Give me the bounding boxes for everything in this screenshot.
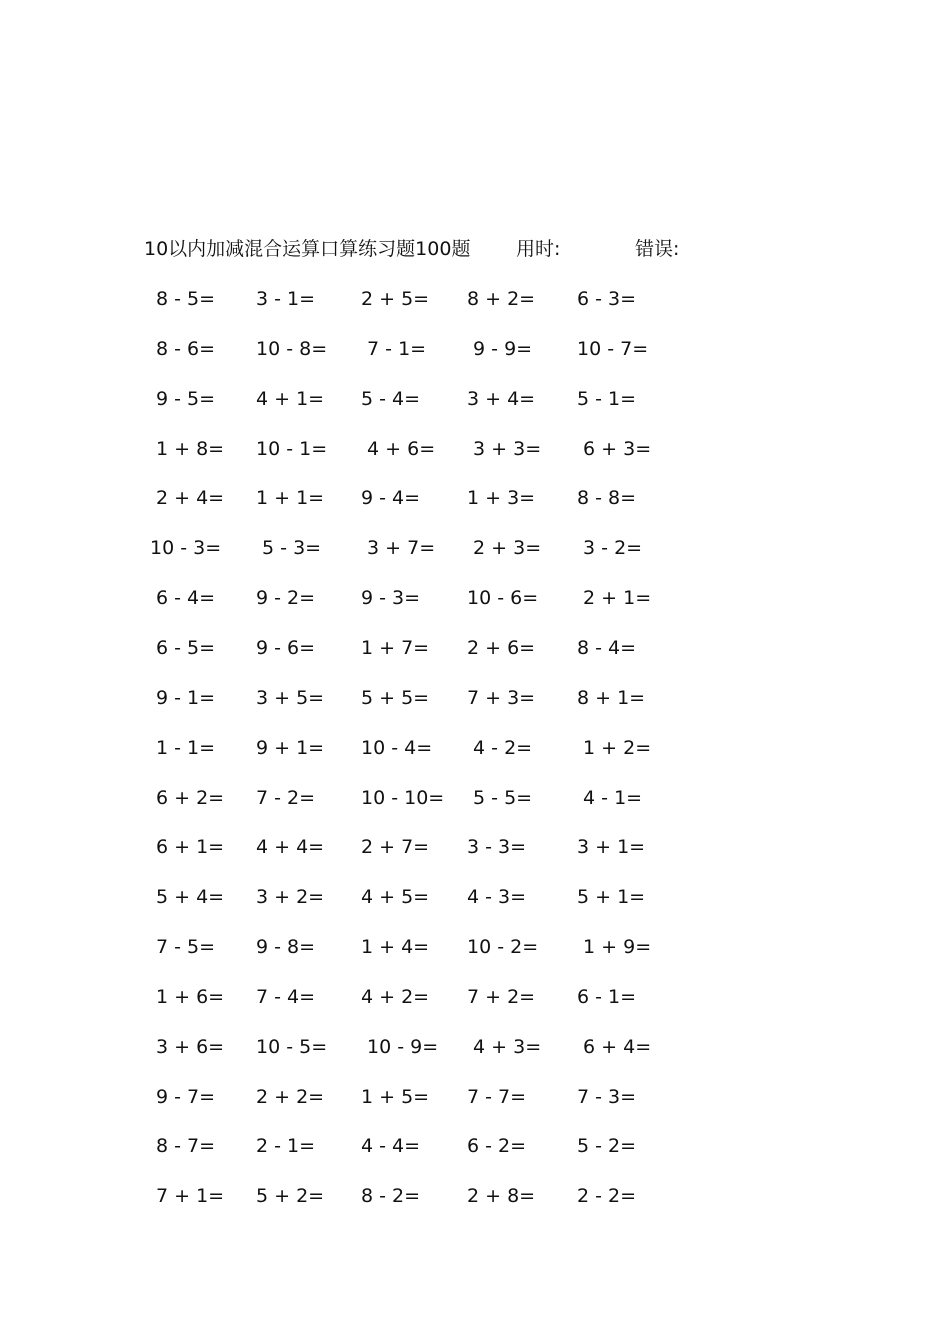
arithmetic-problem: 3 + 4= <box>467 387 536 410</box>
problem-row <box>0 931 950 963</box>
arithmetic-problem: 10 - 10= <box>361 786 445 809</box>
arithmetic-problem: 8 - 8= <box>577 487 637 510</box>
arithmetic-problem: 3 - 2= <box>577 537 643 560</box>
problem-row <box>0 433 950 465</box>
arithmetic-problem: 8 - 4= <box>577 636 637 659</box>
arithmetic-problem: 6 + 1= <box>156 836 225 859</box>
problem-row <box>0 732 950 764</box>
problem-row <box>0 333 950 365</box>
arithmetic-problem: 3 + 3= <box>467 437 542 460</box>
arithmetic-problem: 9 - 5= <box>156 387 216 410</box>
time-used-label: 用时: <box>516 238 561 260</box>
error-count-label: 错误: <box>635 238 680 260</box>
arithmetic-problem: 5 - 2= <box>577 1135 637 1158</box>
arithmetic-problem: 5 - 5= <box>467 786 533 809</box>
arithmetic-problem: 4 + 6= <box>361 437 436 460</box>
arithmetic-problem: 3 - 3= <box>467 836 527 859</box>
arithmetic-problem: 4 - 1= <box>577 786 643 809</box>
arithmetic-problem: 5 - 4= <box>361 387 421 410</box>
arithmetic-problem: 9 - 4= <box>361 487 421 510</box>
arithmetic-problem: 6 + 3= <box>577 437 652 460</box>
arithmetic-problem: 6 - 3= <box>577 288 637 310</box>
problem-row <box>0 482 950 514</box>
arithmetic-problem: 8 - 7= <box>156 1135 216 1158</box>
arithmetic-problem: 2 + 6= <box>467 636 536 659</box>
problem-row <box>0 1081 950 1113</box>
arithmetic-problem: 8 + 1= <box>577 686 646 709</box>
problem-row <box>0 831 950 863</box>
arithmetic-problem: 6 - 2= <box>467 1135 527 1158</box>
problem-row <box>0 782 950 814</box>
arithmetic-problem: 4 + 3= <box>467 1035 542 1058</box>
arithmetic-problem: 3 - 1= <box>256 288 316 310</box>
arithmetic-problem: 4 + 4= <box>256 836 325 859</box>
arithmetic-problem: 7 + 3= <box>467 686 536 709</box>
arithmetic-problem: 9 + 1= <box>256 736 325 759</box>
arithmetic-problem: 2 + 4= <box>156 487 225 510</box>
arithmetic-problem: 10 - 4= <box>361 736 433 759</box>
arithmetic-problem: 10 - 2= <box>467 936 539 959</box>
arithmetic-problem: 1 + 5= <box>361 1085 430 1108</box>
arithmetic-problem: 1 + 7= <box>361 636 430 659</box>
arithmetic-problem: 9 - 1= <box>156 686 216 709</box>
worksheet-title: 10以内加减混合运算口算练习题100题 <box>144 238 471 260</box>
arithmetic-problem: 10 - 8= <box>256 337 328 360</box>
arithmetic-problem: 5 + 5= <box>361 686 430 709</box>
problem-row <box>0 532 950 564</box>
arithmetic-problem: 9 - 2= <box>256 587 316 610</box>
arithmetic-problem: 7 + 1= <box>156 1185 225 1208</box>
arithmetic-problem: 2 + 2= <box>256 1085 325 1108</box>
arithmetic-problem: 6 - 1= <box>577 985 637 1008</box>
arithmetic-problem: 7 - 5= <box>156 936 216 959</box>
arithmetic-problem: 10 - 6= <box>467 587 539 610</box>
arithmetic-problem: 5 + 4= <box>156 886 225 909</box>
arithmetic-problem: 3 + 1= <box>577 836 646 859</box>
arithmetic-problem: 1 - 1= <box>156 736 216 759</box>
arithmetic-problem: 8 - 6= <box>156 337 216 360</box>
problem-row <box>0 1180 950 1212</box>
problem-row <box>0 632 950 664</box>
problem-row <box>0 383 950 415</box>
arithmetic-problem: 9 - 3= <box>361 587 421 610</box>
arithmetic-problem: 3 + 5= <box>256 686 325 709</box>
arithmetic-problem: 2 + 3= <box>467 537 542 560</box>
problem-row <box>0 981 950 1013</box>
arithmetic-problem: 7 - 4= <box>256 985 316 1008</box>
arithmetic-problem: 4 + 2= <box>361 985 430 1008</box>
arithmetic-problem: 6 - 5= <box>156 636 216 659</box>
arithmetic-problem: 3 + 2= <box>256 886 325 909</box>
problem-row <box>0 881 950 913</box>
arithmetic-problem: 6 + 2= <box>156 786 225 809</box>
arithmetic-problem: 2 - 2= <box>577 1185 637 1208</box>
arithmetic-problem: 2 - 1= <box>256 1135 316 1158</box>
arithmetic-problem: 9 - 9= <box>467 337 533 360</box>
problem-row <box>0 582 950 614</box>
arithmetic-problem: 4 + 1= <box>256 387 325 410</box>
arithmetic-problem: 10 - 3= <box>150 537 222 560</box>
arithmetic-problem: 3 + 6= <box>156 1035 225 1058</box>
problem-row <box>0 682 950 714</box>
arithmetic-problem: 1 + 4= <box>361 936 430 959</box>
arithmetic-problem: 5 + 1= <box>577 886 646 909</box>
arithmetic-problem: 7 - 3= <box>577 1085 637 1108</box>
arithmetic-problem: 5 - 1= <box>577 387 637 410</box>
arithmetic-problem: 4 - 2= <box>467 736 533 759</box>
problem-row <box>0 283 950 315</box>
arithmetic-problem: 2 + 1= <box>577 587 652 610</box>
arithmetic-problem: 3 + 7= <box>361 537 436 560</box>
arithmetic-problem: 7 - 1= <box>361 337 427 360</box>
arithmetic-problem: 4 - 4= <box>361 1135 421 1158</box>
arithmetic-problem: 8 - 5= <box>156 288 216 310</box>
problem-row <box>0 1031 950 1063</box>
arithmetic-problem: 1 + 6= <box>156 985 225 1008</box>
arithmetic-problem: 1 + 1= <box>256 487 325 510</box>
arithmetic-problem: 1 + 3= <box>467 487 536 510</box>
arithmetic-problem: 4 - 3= <box>467 886 527 909</box>
arithmetic-problem: 1 + 9= <box>577 936 652 959</box>
arithmetic-problem: 8 + 2= <box>467 288 536 310</box>
arithmetic-problem: 9 - 8= <box>256 936 316 959</box>
arithmetic-problem: 7 + 2= <box>467 985 536 1008</box>
arithmetic-problem: 10 - 9= <box>361 1035 439 1058</box>
arithmetic-problem: 1 + 8= <box>156 437 225 460</box>
arithmetic-problem: 8 - 2= <box>361 1185 421 1208</box>
arithmetic-problem: 6 - 4= <box>156 587 216 610</box>
arithmetic-problem: 2 + 5= <box>361 288 430 310</box>
arithmetic-problem: 6 + 4= <box>577 1035 652 1058</box>
arithmetic-problem: 9 - 7= <box>156 1085 216 1108</box>
arithmetic-problem: 10 - 7= <box>577 337 649 360</box>
arithmetic-problem: 10 - 1= <box>256 437 328 460</box>
problem-row <box>0 1130 950 1162</box>
arithmetic-problem: 7 - 2= <box>256 786 316 809</box>
arithmetic-problem: 5 - 3= <box>256 537 322 560</box>
arithmetic-problem: 5 + 2= <box>256 1185 325 1208</box>
arithmetic-problem: 10 - 5= <box>256 1035 328 1058</box>
arithmetic-problem: 4 + 5= <box>361 886 430 909</box>
arithmetic-problem: 2 + 7= <box>361 836 430 859</box>
arithmetic-problem: 2 + 8= <box>467 1185 536 1208</box>
arithmetic-problem: 9 - 6= <box>256 636 316 659</box>
arithmetic-problem: 7 - 7= <box>467 1085 527 1108</box>
arithmetic-problem: 1 + 2= <box>577 736 652 759</box>
